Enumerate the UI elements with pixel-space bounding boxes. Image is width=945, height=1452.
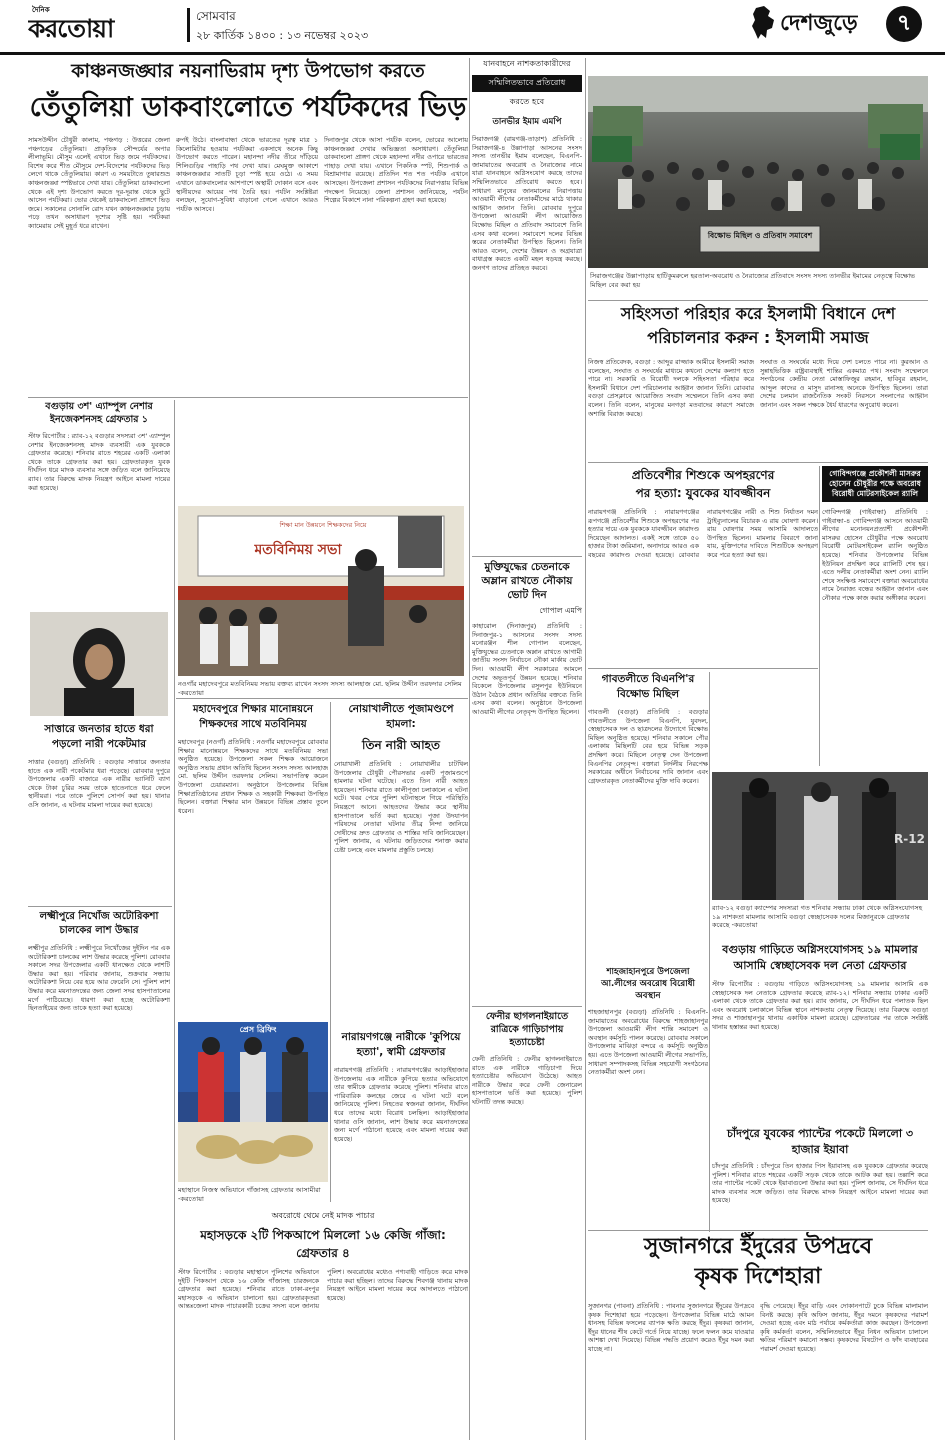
muktijuddho-body: কাহারোল (দিনাজপুর) প্রতিনিধি : দিনাজপুর-১ আসনের সংসদ সদস্য মনোরঞ্জন শীল গোপাল বলেছেন, মুক্তিযুদ্ধের চেতনাকে অম্লান রাখতে আগামী জাতীয় সংসদ নির্বাচনে নৌকা মার্কায় ভোট দিন। আওয়ামী লীগ সরকারের আমলে দেশের অভূতপূর্ব উন্নয়ন হয়েছে। শনিবার বিকেলে উপজেলার রসুলপুর ইউনিয়নে উঠান বৈঠকে প্রধান অতিথির বক্তব্যে তিনি এসব কথা বলেন। অনুষ্ঠানে উপজেলা আওয়ামী লীগের নেতৃবৃন্দ উপস্থিত ছিলেন।: [472, 622, 582, 716]
section-title: দেশজুড়ে: [780, 11, 858, 36]
gobindaganj-body: গোবিন্দগঞ্জ (গাইবান্ধা) প্রতিনিধি : গাইবান্ধা-৪ গোবিন্দগঞ্জ আসনে আওয়ামী লীগের মনোনয়নপ্রত্যাশী প্রকৌশলী মাসরুর হোসেন চৌধুরীর পক্ষে অবরোধ বিরোধী মোটরসাইকেল র‍্যালি অনুষ্ঠিত হয়েছে। শনিবার উপজেলার বিভিন্ন ইউনিয়ন প্রদক্ষিণ করে র‍্যালিটি শেষ হয়। এতে দলীয় নেতাকর্মীরা অংশ নেন। র‍্যালি শেষে সংক্ষিপ্ত সমাবেশে বক্তারা অবরোধের নামে নৈরাজ্য বন্ধের আহ্বান জানান এবং নৌকার পক্ষে কাজ করার অঙ্গীকার করেন।: [822, 508, 928, 602]
ganja-kicker: অবরোধে থেমে নেই মাদক পাচার: [271, 1211, 375, 1220]
ganja-photo-banner: প্রেস ব্রিফিং: [239, 1025, 277, 1034]
shikkha-body: মহাদেবপুর (নওগাঁ) প্রতিনিধি : নওগাঁর মহাদেবপুরে রোববার শিক্ষার মানোন্নয়নে শিক্ষকদের সাথে মতবিনিময় সভা অনুষ্ঠিত হয়েছে। উপজেলা সকল শিক্ষক আয়োজনে অনুষ্ঠিত সভায় প্রধান অতিথি ছিলেন সংসদ সদস্য আলহাজ মো. ছলিম উদ্দীন তরফদার সেলিম। সভাপতিত্ব করেন উপজেলা চেয়ারম্যান। অনুষ্ঠানে উপজেলার বিভিন্ন শিক্ষাপ্রতিষ্ঠানের প্রধান শিক্ষক ও সহকারী শিক্ষকরা উপস্থিত ছিলেন। বক্তারা শিক্ষার মান উন্নয়নে বিভিন্ন প্রস্তাব তুলে ধরেন।: [178, 738, 328, 815]
row-rule: [472, 556, 582, 557]
injection-body: স্টাফ রিপোর্টার : র‍্যাব-১২ বগুড়ার সদস্যরা ৩শ' এ্যাম্পুল নেশার ইনজেকশনসহ মাদক ব্যবসায়ী এক যুবককে গ্রেফতার করেছে। শনিবার রাতে শহরের একটি এলাকা থেকে তাকে গ্রেফতার করা হয়। গ্রেফতারকৃত যুবক দীর্ঘদিন ধরে মাদক ব্যবসার সঙ্গে জড়িত বলে জানিয়েছে র‍্যাব। তার বিরুদ্ধে মাদক নিয়ন্ত্রণ আইনে মামলা দায়ের করা হয়েছে।: [28, 432, 170, 492]
meeting-photo-caption: নওগাঁর মহাদেবপুরে মতবিনিময় সভায় বক্তব্য রাখেন সংসদ সদস্য আলহাজ মো. ছলিম উদ্দীন তরফদার সেলিম -করতোয়া: [178, 680, 462, 697]
date-label: ২৮ কার্তিক ১৪৩০ : ১৩ নভেম্বর ২০২৩: [196, 29, 369, 42]
logo: [28, 4, 178, 48]
narayanganj-body: নারায়ণগঞ্জ প্রতিনিধি : নারায়ণগঞ্জের আড়াইহাজার উপজেলায় এক নারীকে কুপিয়ে হত্যার অভিযোগে তার স্বামীকে গ্রেফতার করেছে পুলিশ। শনিবার রাতে পারিবারিক কলহের জেরে এ ঘটনা ঘটে বলে জানিয়েছে পুলিশ। নিহতের স্বজনরা জানান, দীর্ঘদিন ধরে তাদের মধ্যে বিরোধ চলছিল। আড়াইহাজার থানার ওসি জানান, লাশ উদ্ধার করে ময়নাতদন্তের জন্য মর্গে পাঠানো হয়েছে এবং মামলা দায়ের করা হয়েছে।: [334, 1066, 468, 1143]
page-number: ৭: [896, 11, 912, 36]
row-rule: [588, 300, 928, 301]
logo-main: করতোয়া: [28, 14, 114, 43]
shahjahanpur-headline: শাহজাহানপুরে উপজেলা আ.লীগের অবরোধ বিরোধী অবস্থান: [601, 967, 695, 1001]
arson-body: স্টাফ রিপোর্টার : বগুড়ায় গাড়িতে অগ্নিসংযোগসহ ১৯ মামলার আসামি এক স্বেচ্ছাসেবক দল নেতাকে গ্রেফতার করেছে র‍্যাব-১২। শনিবার সন্ধ্যায় ঢাকার একটি এলাকা থেকে তাকে গ্রেফতার করা হয়। র‍্যাব জানায়, সে দীর্ঘদিন ধরে পলাতক ছিল এবং অবরোধ চলাকালে বিভিন্ন স্থানে নাশকতায় নেতৃত্ব দিয়েছে। তার বিরুদ্ধে বগুড়া সদর ও শাজাহানপুর থানায় একাধিক মামলা রয়েছে। গ্রেফতারের পর তাকে সংশ্লিষ্ট থানায় হস্তান্তর করা হয়েছে।: [712, 980, 928, 1031]
rab-arrest-photo: [712, 772, 928, 900]
pickpocket-body: সাত্তার (বগুড়া) প্রতিনিধি : বগুড়ার সাত্তারে জনতার হাতে এক নারী পকেটমার ধরা পড়েছে। রোববার দুপুরে উপজেলার একটি বাজারে এক নারীর ভ্যানিটি ব্যাগ থেকে টাকা চুরির সময় তাকে হাতেনাতে ধরে ফেলে স্থানীয়রা। পরে তাকে পুলিশে সোপর্দ করা হয়। থানার ওসি জানান, এ ঘটনায় মামলা দায়ের করা হয়েছে।: [28, 758, 170, 809]
column-rule: [330, 702, 331, 1202]
ganja-body: স্টাফ রিপোর্টার : বগুড়ার মহাস্থানে পুলিশের অভিযানে দুইটি পিকআপ থেকে ১৬ কেজি গাঁজাসহ চারজনকে গ্রেফতার করা হয়েছে। শনিবার রাতে ঢাকা-রংপুর মহাসড়কে এ অভিযান চালানো হয়। গ্রেফতারকৃতরা আন্তঃজেলা মাদক পাচারকারী চক্রের সদস্য বলে জানায় পুলিশ। অবরোধের মধ্যেও পণ্যবাহী গাড়িতে করে মাদক পাচার করা হচ্ছিল। তাদের বিরুদ্ধে শিবগঞ্জ থানায় মাদক নিয়ন্ত্রণ আইনে মামলা দায়ের করে আদালতে পাঠানো হয়েছে।: [178, 1268, 468, 1311]
child-murder-article: [588, 466, 818, 666]
noakhali-body: নোয়াখালী প্রতিনিধি : নোয়াখালীর চাটখিল উপজেলার চৌধুরী পৌরসভার একটি পূজামণ্ডপে হামলার ঘটনা ঘটেছে। এতে তিন নারী আহত হয়েছেন। শনিবার রাতে কালীপূজা চলাকালে এ ঘটনা ঘটে। খবর পেয়ে পুলিশ ঘটনাস্থলে গিয়ে পরিস্থিতি নিয়ন্ত্রণে আনে। আহতদের উদ্ধার করে স্থানীয় হাসপাতালে ভর্তি করা হয়েছে। পূজা উদযাপন পরিষদের নেতারা ঘটনার তীব্র নিন্দা জানিয়ে দোষীদের দ্রুত গ্রেফতার ও শাস্তির দাবি জানিয়েছেন। পুলিশ জানায়, এ ঘটনায় জড়িতদের শনাক্ত করার চেষ্টা চলছে এবং মামলার প্রস্তুতি চলছে।: [334, 760, 468, 854]
rab-badge: R-12: [894, 832, 925, 846]
jabbahan-kicker-3: করতে হবে: [509, 96, 545, 106]
meeting-photo: [178, 506, 464, 676]
row-rule: [28, 397, 468, 398]
injection-article: [28, 400, 170, 600]
shahjahanpur-article: [588, 966, 708, 1186]
sujanagar-article: [588, 1232, 928, 1444]
pickpocket-headline: সাত্তারে জনতার হাতে ধরা পড়লো নারী পকেটমার: [44, 723, 154, 750]
rab-photo-caption: র‍্যাব-১২ বগুড়া ক্যাম্পের সদস্যরা গত শনিবার সন্ধ্যায় ঢাকা থেকে অগ্নিসংযোগসহ ১৯ নাশকতা মামলার আসামি বগুড়া স্বেচ্ছাসেবক দলের মিজানুরকে গ্রেফতার করেছে -করতোয়া: [712, 904, 923, 930]
row-rule: [176, 698, 468, 699]
gobindaganj-headline: গোবিন্দগঞ্জে প্রকৌশলী মাসরুর হোসেন চৌধুরীর পক্ষে অবরোধ বিরোধী মোটরসাইকেল র‍্যালি: [822, 466, 928, 502]
protest-photo-caption: সিরাজগঞ্জের উল্লাপাড়ায় হাটিকুমরুলে হরতাল-অবরোধ ও নৈরাজ্যের প্রতিবাদে সংসদ সদস্য তানভীর ইমামের নেতৃত্বে বিক্ষোভ মিছিল বের করা হয়: [590, 272, 916, 289]
injection-headline: বগুড়ায় ৩শ' এ্যাম্পুল নেশার ইনজেকশনসহ গ্রেফতার ১: [45, 401, 153, 425]
jabbahan-article: [472, 58, 582, 558]
chandpur-article: [712, 1126, 928, 1230]
arson-article: [712, 942, 928, 1122]
ganja-article: [178, 1210, 468, 1442]
column-rule: [469, 58, 470, 1440]
islami-body-col-1: নিজস্ব প্রতিবেদক, বগুড়া : আব্দুর রাজ্জাক আমীরে ইসলামী সমাজ বলেছেন, সংঘাত ও সংঘর্ষের মাধ্যমে কখনো দেশের কল্যাণ হতে পারে না। সরকারি ও বিরোধী দলকে সহিংসতা পরিহার করে ইসলামী বিধানে দেশ পরিচালনার আহ্বান জানান তিনি। রোববার বগুড়া প্রেসক্লাবে আয়োজিত সংবাদ সম্মেলনে তিনি এসব কথা বলেন। তিনি বলেন, মানুষের মনগড়া মতবাদের কারণে সমাজে অশান্তি বিরাজ করছে।: [588, 358, 754, 418]
ganja-seizure-photo: [178, 1022, 328, 1182]
jabbahan-body: সিরাজগঞ্জ (রায়গঞ্জ-তাড়াশ) প্রতিনিধি : সিরাজগঞ্জ-৪ উল্লাপাড়া আসনের সংসদ সদস্য তানভীর ইমাম বলেছেন, বিএনপি-জামায়াতের অবরোধ ও নৈরাজ্যের নামে যারা যানবাহনে অগ্নিসংযোগ করছে তাদের সম্মিলিতভাবে প্রতিরোধ করতে হবে। সাধারণ মানুষের জানমালের নিরাপত্তায় আওয়ামী লীগের নেতাকর্মীদের মাঠে থাকার আহ্বান জানান তিনি। রোববার দুপুরে উপজেলা আওয়ামী লীগ আয়োজিত বিক্ষোভ মিছিল ও প্রতিবাদ সমাবেশে তিনি এসব কথা বলেন। সমাবেশে দলের বিভিন্ন স্তরের নেতাকর্মীরা উপস্থিত ছিলেন। তিনি আরও বলেন, দেশের উন্নয়ন ও অগ্রযাত্রা বাধাগ্রস্ত করতে একটি মহল ষড়যন্ত্র করছে। জনগণ তাদের প্রতিহত করবে।: [472, 135, 582, 272]
shikkha-headline: মহাদেবপুরে শিক্ষার মানোন্নয়নে শিক্ষকদের সাথে মতবিনিময়: [192, 704, 314, 730]
child-murder-body: নারায়ণগঞ্জ প্রতিনিধি : নারায়ণগঞ্জের রূপগঞ্জে প্রতিবেশীর শিশুকে অপহরণের পর হত্যার দায়ে এক যুবককে যাবজ্জীবন কারাদণ্ড দিয়েছেন আদালত। একই সঙ্গে তাকে ৫০ হাজার টাকা জরিমানা, অনাদায়ে আরও এক বছরের কারাদণ্ড দেওয়া হয়েছে। রোববার নারায়ণগঞ্জের নারী ও শিশু নির্যাতন দমন ট্রাইব্যুনালের বিচারক এ রায় ঘোষণা করেন। রায় ঘোষণার সময় আসামি আদালতে উপস্থিত ছিলেন। মামলার বিবরণে জানা যায়, মুক্তিপণের দাবিতে শিশুটিকে অপহরণ করে পরে হত্যা করা হয়।: [588, 508, 818, 559]
meeting-banner-big: মতবিনিময় সভা: [254, 542, 342, 558]
jabbahan-kicker-2: সম্মিলিতভাবে প্রতিরোধ: [472, 75, 582, 92]
noakhali-article: [334, 702, 468, 1024]
chandpur-headline: চাঁদপুরে যুবকের প্যান্টের পকেটে মিললো ৩ হাজার ইয়াবা: [727, 1127, 913, 1156]
row-rule: [28, 906, 172, 907]
jabbahan-author: তানভীর ইমাম এমপি: [492, 117, 562, 127]
feni-body: ফেনী প্রতিনিধি : ফেনীর ছাগলনাইয়াতে রাতে এক নারীকে গাড়িচাপা দিয়ে হত্যাচেষ্টার অভিযোগ উঠেছে। আহত নারীকে উদ্ধার করে ফেনী জেনারেল হাসপাতালে ভর্তি করা হয়েছে। পুলিশ ঘটনাটি তদন্ত করছে।: [472, 1055, 582, 1106]
protest-rally-photo: [588, 76, 928, 268]
logo-top: দৈনিক: [32, 6, 50, 14]
page-number-badge: [886, 6, 922, 42]
islami-article: [588, 302, 928, 460]
sujanagar-headline-1: সুজানগরে ইঁদুরের উপদ্রবে: [643, 1234, 873, 1259]
day-label: সোমবার: [196, 9, 236, 23]
column-rule: [819, 466, 820, 766]
tetulia-body-col-3: দিনাজপুর থেকে আসা পর্যটক বলেন, ভোরের আলোয় কাঞ্চনজঙ্ঘা দেখার অভিজ্ঞতা অসাধারণ। তেঁতুলিয়া ডাকবাংলো প্রাঙ্গণ থেকে মহানন্দা নদীর ওপারে ভারতের পাহাড় দেখা যায়। এখানে পিকনিক স্পট, শিশুপার্ক ও বিশ্রামাগার রয়েছে। প্রতিদিন শত শত পর্যটক এখানে আসছেন। উপজেলা প্রশাসন পর্যটকদের নিরাপত্তায় বিভিন্ন পদক্ষেপ নিয়েছে। জেলা প্রশাসন জানিয়েছে, পর্যটন শিল্পের বিকাশে নানা পরিকল্পনা গ্রহণ করা হয়েছে।: [324, 136, 468, 205]
gabtali-article: [588, 672, 708, 962]
column-rule: [174, 400, 175, 1440]
bangladesh-map-icon: [750, 6, 776, 40]
pickpocket-article: [28, 722, 170, 902]
noakhali-headline-2: তিন নারী আহত: [362, 738, 440, 752]
muktijuddho-author: গোপাল এমপি: [539, 606, 582, 615]
pickpocket-photo: [30, 612, 168, 716]
gabtali-body: গাবতলী (বগুড়া) প্রতিনিধি : বগুড়ার গাবতলীতে উপজেলা বিএনপি, যুবদল, স্বেচ্ছাসেবক দল ও ছাত্রদলের উদ্যোগে বিক্ষোভ মিছিল অনুষ্ঠিত হয়েছে। শনিবার সকালে পৌর এলাকায় মিছিলটি বের হয়ে বিভিন্ন সড়ক প্রদক্ষিণ করে। মিছিলে নেতৃত্ব দেন উপজেলা বিএনপির নেতৃবৃন্দ। বক্তারা নির্দলীয় নিরপেক্ষ সরকারের অধীনে নির্বাচনের দাবি জানান এবং গ্রেফতারকৃত নেতাকর্মীদের মুক্তি দাবি করেন।: [588, 708, 708, 785]
tetulia-headline-1: কাঞ্চনজঙ্ঘার নয়নাভিরাম দৃশ্য উপভোগ করতে: [71, 60, 425, 82]
jabbahan-kicker-1: যানবাহনে নাশকতাকারীদের: [483, 58, 571, 68]
chandpur-body: চাঁদপুর প্রতিনিধি : চাঁদপুরে তিন হাজার পিস ইয়াবাসহ এক যুবককে গ্রেফতার করেছে পুলিশ। শনিবার রাতে শহরের একটি সড়ক থেকে তাকে আটক করা হয়। তল্লাশি করে তার প্যান্টের পকেট থেকে ইয়াবাগুলো উদ্ধার করা হয়। পুলিশ জানায়, সে দীর্ঘদিন ধরে মাদক ব্যবসার সঙ্গে জড়িত। তার বিরুদ্ধে মাদক নিয়ন্ত্রণ আইনে মামলা দায়ের করা হয়েছে।: [712, 1162, 928, 1205]
ganja-headline: মহাসড়কে ২টি পিকআপে মিললো ১৬ কেজি গাঁজা: গ্রেফতার ৪: [200, 1228, 446, 1260]
masthead-divider: [187, 8, 190, 42]
islami-headline-2: পরিচালনার করুন : ইসলামী সমাজ: [647, 328, 869, 347]
feni-article: [472, 1010, 582, 1210]
row-rule: [588, 668, 818, 669]
islami-headline-1: সহিংসতা পরিহার করে ইসলামী বিধানে দেশ: [620, 304, 896, 323]
column-rule: [709, 672, 710, 1232]
gobindaganj-article: [822, 466, 928, 766]
sujanagar-body-col-2: বৃদ্ধি পেয়েছে। ইঁদুর বাড়ি এবং দোকানপাটে ঢুকে বিভিন্ন মালামাল বিনষ্ট করছে। কৃষি অফিস জানায়, ইঁদুর দমনে কৃষকদের পরামর্শ দেওয়া হচ্ছে এবং মাঠ পর্যায়ে কর্মকর্তারা কাজ করছেন। উপজেলা কৃষি কর্মকর্তা বলেন, সম্মিলিতভাবে ইঁদুর নিধন অভিযান চালালে ক্ষতির পরিমাণ কমানো সম্ভব। কৃষকদের বিষটোপ ও ফাঁদ ব্যবহারের পরামর্শ দেওয়া হয়েছে।: [760, 1302, 928, 1353]
shahjahanpur-body: শাহজাহানপুর (বগুড়া) প্রতিনিধি : বিএনপি-জামায়াতের অবরোধের বিরুদ্ধে শাহজাহানপুর উপজেলা আওয়ামী লীগ শান্তি সমাবেশ ও অবস্থান কর্মসূচি পালন করেছে। রোববার সকালে উপজেলার মাঝিড়া বন্দরে এ কর্মসূচি অনুষ্ঠিত হয়। এতে উপজেলা আওয়ামী লীগের সভাপতি, সাধারণ সম্পাদকসহ বিভিন্ন সহযোগী সংগঠনের নেতাকর্মীরা অংশ নেন।: [588, 1008, 708, 1077]
gabtali-headline: গাবতলীতে বিএনপি'র বিক্ষোভ মিছিল: [601, 673, 695, 700]
narayanganj-headline: নারায়ণগঞ্জে নারীকে 'কুপিয়ে হত্যা', স্বামী গ্রেফতার: [341, 1031, 461, 1058]
muktijuddho-headline: মুক্তিযুদ্ধের চেতনাকে অম্লান রাখতে নৌকায় ভোট দিন: [481, 561, 573, 601]
row-rule: [588, 1230, 928, 1231]
feni-headline: ফেনীর ছাগলনাইয়াতে রাত্রিকে গাড়িচাপায় হত্যাচেষ্টা: [485, 1011, 569, 1048]
tetulia-headline-2: তেঁতুলিয়া ডাকবাংলোতে পর্যটকদের ভিড়: [29, 92, 467, 123]
protest-banner-text: বিক্ষোভ মিছিল ও প্রতিবাদ সমাবেশ: [707, 231, 813, 240]
sujanagar-headline-2: কৃষক দিশেহারা: [694, 1264, 822, 1289]
row-rule: [472, 1006, 582, 1007]
lakshmipur-headline: লক্ষ্মীপুরে নিখোঁজ অটোরিকশা চালকের লাশ উদ্ধার: [39, 911, 159, 936]
noakhali-headline-1: নোয়াখালীতে পূজামণ্ডপে হামলা:: [348, 703, 454, 730]
ganja-photo-caption: মহাস্থানে নিজস্ব অভিযানে গাঁজাসহ গ্রেফতার আসামীরা -করতোয়া: [178, 1186, 321, 1203]
child-murder-headline-2: পর হত্যা: যুবকের যাবজ্জীবন: [635, 486, 771, 500]
masthead-rule: [0, 52, 945, 55]
masthead: [0, 0, 945, 56]
islami-body-col-2: সংঘাত ও সংঘর্ষের মধ্যে দিয়ে দেশ চলতে পারে না। কুরআন ও সুন্নাহভিত্তিক রাষ্ট্রব্যবস্থাই শান্তির একমাত্র পথ। সংবাদ সম্মেলনে সংগঠনের কেন্দ্রীয় নেতা মোস্তাফিজুর রহমান, হাবিবুর রহমান, আব্দুল কাদের ও মাসুদ রানাসহ অনেকে উপস্থিত ছিলেন। তারা দেশের চলমান রাজনৈতিক সংকট নিরসনে সংলাপের আহ্বান জানান এবং সকল পক্ষকে ধৈর্য ধারণের অনুরোধ করেন।: [760, 358, 928, 409]
sujanagar-body-col-1: সুজানগর (পাবনা) প্রতিনিধি : পাবনার সুজানগরে ইঁদুরের উপদ্রবে কৃষক দিশেহারা হয়ে পড়েছেন। উপজেলার বিভিন্ন মাঠে আমন ধানসহ বিভিন্ন ফসলের ব্যাপক ক্ষতি করছে ইঁদুর। কৃষকরা জানান, ইঁদুর ধানের শীষ কেটে গর্তে নিয়ে যাচ্ছে। ফলে ফলন কমে যাওয়ার আশঙ্কা দেখা দিয়েছে। বিভিন্ন পদ্ধতি প্রয়োগ করেও ইঁদুর দমন করা যাচ্ছে না।: [588, 1302, 754, 1353]
tetulia-body-col-1: সামসউদ্দীন চৌধুরী কালাম, পঞ্চগড় : উত্তরের জেলা পঞ্চগড়ের তেঁতুলিয়া। প্রাকৃতিক সৌন্দর্যের অপার লীলাভূমি। মৌসুম এলেই এখানে ভিড় জমে পর্যটকদের। বিশেষ করে শীত মৌসুমে দেশ-বিদেশের পর্যটকদের ভিড় লেগে থাকে তেঁতুলিয়ায়। কারণ এ সময়টাতে তুষারশুভ্র কাঞ্চনজঙ্ঘা স্পষ্টভাবে দেখা যায়। তেঁতুলিয়া ডাকবাংলো থেকে এই দৃশ্য উপভোগ করতে দূর-দূরান্ত থেকে ছুটে আসেন পর্যটকরা। ভোর থেকেই ডাকবাংলো প্রাঙ্গণে ভিড় জমে। সকালের সোনালি রোদ যখন কাঞ্চনজঙ্ঘার চূড়ায় পড়ে তখন অসাধারণ দৃশ্যের সৃষ্টি হয়। পর্যটকরা ক্যামেরায় সেই মুহূর্ত ধরে রাখেন।: [28, 136, 170, 230]
lakshmipur-article: [28, 910, 170, 1440]
row-rule: [588, 462, 928, 463]
child-murder-headline-1: প্রতিবেশীর শিশুকে অপহরণের: [631, 468, 775, 482]
tetulia-body-col-2: রুপই উঠে। বাংলাবান্ধা থেকে ভারতের দূরত্ব মাত্র ১ কিলোমিটার হওয়ায় পর্যটকরা একসাথে অনেক কিছু উপভোগ করতে পারেন। মহানন্দা নদীর তীরে দাঁড়িয়ে শিলিগুড়ির পাহাড়ি পথ দেখা যায়। মেঘমুক্ত আকাশে কাঞ্চনজঙ্ঘার সাতটি চূড়া স্পষ্ট হয়ে ওঠে। এ সময় এখানে ডাকবাংলোর আশপাশে অস্থায়ী দোকান বসে এবং স্থানীয়দের আয়ের পথ তৈরি হয়। পর্যটন সংশ্লিষ্টরা বলছেন, সুযোগ-সুবিধা বাড়ানো গেলে এখানে আরও পর্যটক আসবে।: [176, 136, 318, 213]
arson-headline: বগুড়ায় গাড়িতে অগ্নিসংযোগসহ ১৯ মামলার আসামি স্বেচ্ছাসেবক দল নেতা গ্রেফতার: [722, 943, 918, 972]
meeting-banner-small: শিক্ষা মান উন্নয়নে শিক্ষকদের নিয়ে: [279, 521, 367, 529]
lakshmipur-body: লক্ষ্মীপুর প্রতিনিধি : লক্ষ্মীপুরে নিখোঁজের দুইদিন পর এক অটোরিকশা চালকের লাশ উদ্ধার করেছে পুলিশ। রোববার সকালে সদর উপজেলার একটি ধানক্ষেত থেকে লাশটি উদ্ধার করা হয়। পরিবার জানায়, শুক্রবার সন্ধ্যায় অটোরিকশা নিয়ে বের হয়ে আর ফেরেনি সে। পুলিশ লাশ উদ্ধার করে ময়নাতদন্তের জন্য জেলা সদর হাসপাতালের মর্গে পাঠিয়েছে। ধারণা করা হচ্ছে অটোরিকশা ছিনতাইয়ের জন্য তাকে হত্যা করা হয়েছে।: [28, 944, 170, 1013]
muktijuddho-article: [472, 560, 582, 1000]
column-rule: [585, 58, 586, 1440]
shikkha-article: [178, 702, 328, 1012]
